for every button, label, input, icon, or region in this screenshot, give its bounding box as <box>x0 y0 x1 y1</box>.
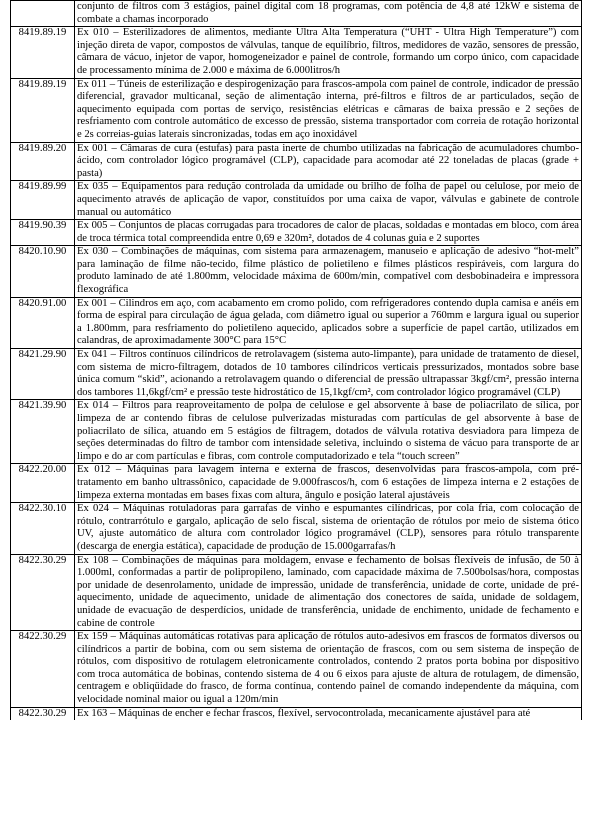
table-row <box>11 220 582 246</box>
table-row <box>11 297 582 348</box>
table-row <box>11 246 582 297</box>
ncm-code-cell: 8421.39.90 <box>11 400 75 464</box>
ex-description-cell: Ex 005 – Conjuntos de placas corrugadas para trocadores de calor de placas, soldadas e montadas em bloco, com área de troca térmica total compreendida entre 0,69 e 320m², dotados de 4 colunas guia e 2 suportes <box>75 220 582 246</box>
ncm-ex-tariff-table <box>10 0 582 720</box>
table-row <box>11 707 582 720</box>
ncm-code-cell <box>11 1 75 27</box>
ncm-code-cell: 8422.30.29 <box>11 631 75 708</box>
ex-description-cell: Ex 014 – Filtros para reaproveitamento de polpa de celulose e gel absorvente à base de poliacrilato de sílica, por limpeza de ar contendo fibras de celulose pulverizadas misturadas com partículas de gel absorvente à base de poliacrilato de sílica, atuando em 5 estágios de filtragem, dotados de válvula rotativa desviadora para limpeza de seções determinadas do filtro de tambor com intensidade seletiva, incluindo o sistema de vácuo para transporte de ar limpo e do ar com partículas e fibras, com controle computadorizado e tela “touch screen” <box>75 400 582 464</box>
ex-description-cell: Ex 001 – Cilindros em aço, com acabamento em cromo polido, com refrigeradores contendo dupla camisa e anéis em forma de espiral para circulação de água gelada, com diâmetro igual ou superior a 760mm e largura igual ou superior a 1.800mm, para resfriamento do polietileno aquecido, aplicados sobre a superfície de papel cartão, utilizados em calandras, de aproximadamente 300°C para 15°C <box>75 297 582 348</box>
ex-description-cell: Ex 041 – Filtros contínuos cilíndricos de retrolavagem (sistema auto-limpante), para unidade de tratamento de diesel, com sistema de micro-filtragem, dotados de 10 tambores cilíndricos verticais pressurizados, montados sobre base única comum “skid”, acionando a retrolavagem quando o diferencial de pressão ultrapassar 3kgf/cm², pressão interna dos tambores 11,6kgf/cm² e pressão teste hidrostático de 15,1kgf/cm², com controlador lógico programável (CLP) <box>75 349 582 400</box>
ex-description-cell: Ex 011 – Túneis de esterilização e despirogenização para frascos-ampola com painel de controle, indicador de pressão diferencial, gravador multicanal, seção de alimentação interna, pré-filtros e filtros de ar particulados, seção de aquecimento equipada com portas de serviço, resistências elétricas e câmaras de baixa pressão e 2 seções de resfriamento com controle automático de excesso de pressão, sistema transportador com correia de rotação horizontal e 2s correias-guias laterais sincronizadas, todas em aço inoxidável <box>75 78 582 142</box>
table-row <box>11 181 582 220</box>
ex-description-cell: Ex 108 – Combinações de máquinas para moldagem, envase e fechamento de bolsas flexíveis de infusão, de 50 à 1.000ml, conformadas a partir de polipropileno, laminado, com capacidade máxima de 7.500bolsas/hora, compostas por unidade de desenrolamento, unidade de impressão, unidade de transferência, unidade de corte, unidade de pré-aquecimento, unidade de aquecimento, unidade de alimentação dos conectores de saída, unidade de soldagem, unidade de evacuação de desperdícios, unidade de transferência, unidade de enchimento, unidade de fechamento e cabine de controle <box>75 554 582 631</box>
ex-description-cell: conjunto de filtros com 3 estágios, painel digital com 18 programas, com potência de 4,8 até 12kW e sistema de combate a chamas incorporado <box>75 1 582 27</box>
ncm-code-cell: 8420.91.00 <box>11 297 75 348</box>
ncm-code-cell: 8420.10.90 <box>11 246 75 297</box>
ncm-code-cell: 8419.89.20 <box>11 142 75 181</box>
ncm-code-cell: 8419.90.39 <box>11 220 75 246</box>
table-row <box>11 78 582 142</box>
ncm-code-cell: 8419.89.19 <box>11 78 75 142</box>
ex-description-cell: Ex 012 – Máquinas para lavagem interna e externa de frascos, desenvolvidas para frascos-ampola, com pré-tratamento em banho ultrassônico, capacidade de 9.000frascos/h, com 6 estações de limpeza interna e 2 estações de limpeza externa montadas em bases fixas com altura, ângulo e posição lateral ajustáveis <box>75 464 582 503</box>
table-row <box>11 503 582 554</box>
ex-description-cell: Ex 163 – Máquinas de encher e fechar frascos, flexível, servocontrolada, mecanicamente ajustável para até <box>75 707 582 720</box>
ex-description-cell: Ex 001 – Câmaras de cura (estufas) para pasta inerte de chumbo utilizadas na fabricação de acumuladores chumbo-ácido, com controlador lógico programável (CLP), capacidade para acomodar até 22 toneladas de placas (grade + pasta) <box>75 142 582 181</box>
ncm-code-cell: 8421.29.90 <box>11 349 75 400</box>
table-row <box>11 27 582 78</box>
table-row <box>11 1 582 27</box>
ncm-code-cell: 8419.89.19 <box>11 27 75 78</box>
ncm-code-cell: 8422.30.29 <box>11 554 75 631</box>
ex-description-cell: Ex 035 – Equipamentos para redução controlada da umidade ou brilho de folha de papel ou celulose, por meio de aquecimento através de aplicação de vapor, constituídos por uma caixa de vapor, válvulas e gabinete de controle manual ou automático <box>75 181 582 220</box>
ex-description-cell: Ex 010 – Esterilizadores de alimentos, mediante Ultra Alta Temperatura (“UHT - Ultra High Temperature”) com injeção direta de vapor, compostos de válvulas, tanque de equilíbrio, filtros, medidores de vazão, sensores de pressão, câmara de vácuo, injetor de vapor, homogeneizador e painel de controle, formando um corpo único, com capacidade de processamento mínima de 2.000 e máxima de 6.000litros/h <box>75 27 582 78</box>
ex-description-cell: Ex 030 – Combinações de máquinas, com sistema para armazenagem, manuseio e aplicação de adesivo “hot-melt” para laminação de filme não-tecido, filme plástico de polietileno e filmes plásticos respiráveis, com largura do produto laminado de até 1.800mm, velocidade máxima de 600m/min, compatível com desbobinadeira e impressora flexográfica <box>75 246 582 297</box>
ncm-code-cell: 8419.89.99 <box>11 181 75 220</box>
table-row <box>11 349 582 400</box>
ncm-code-cell: 8422.20.00 <box>11 464 75 503</box>
ex-description-cell: Ex 159 – Máquinas automáticas rotativas para aplicação de rótulos auto-adesivos em frascos de formatos diversos ou cilíndricos a partir de bobina, com ou sem sistema de orientação de frascos, com ou sem sistema de inspeção de rótulos, com dispositivo de rotulagem eletronicamente controlados, contendo 2 pratos porta bobina por dispositivo com troca automática de bobinas, contendo sistema de 4 ou 6 eixos para ajuste de altura de rotulagem, de dimensão, centragem e obliqüidade do frasco, de forma contínua, contendo painel de comando independente da máquina, com velocidade nominal maior ou igual a 120m/min <box>75 631 582 708</box>
ex-description-cell: Ex 024 – Máquinas rotuladoras para garrafas de vinho e espumantes cilíndricas, por cola fria, com colocação de rótulo, contrarrótulo e gargalo, aplicação de selo fiscal, sistema de orientação de rótulos por meio de sistema ótico UV, ajuste automático de altura com controlador lógico programável (CLP), sensores para rótulo transparente (descarga de energia estática), capacidade de produção de 15.000garrafas/h <box>75 503 582 554</box>
ncm-code-cell: 8422.30.29 <box>11 707 75 720</box>
table-row <box>11 631 582 708</box>
table-row <box>11 554 582 631</box>
table-row <box>11 464 582 503</box>
table-row <box>11 142 582 181</box>
ncm-code-cell: 8422.30.10 <box>11 503 75 554</box>
table-row <box>11 400 582 464</box>
